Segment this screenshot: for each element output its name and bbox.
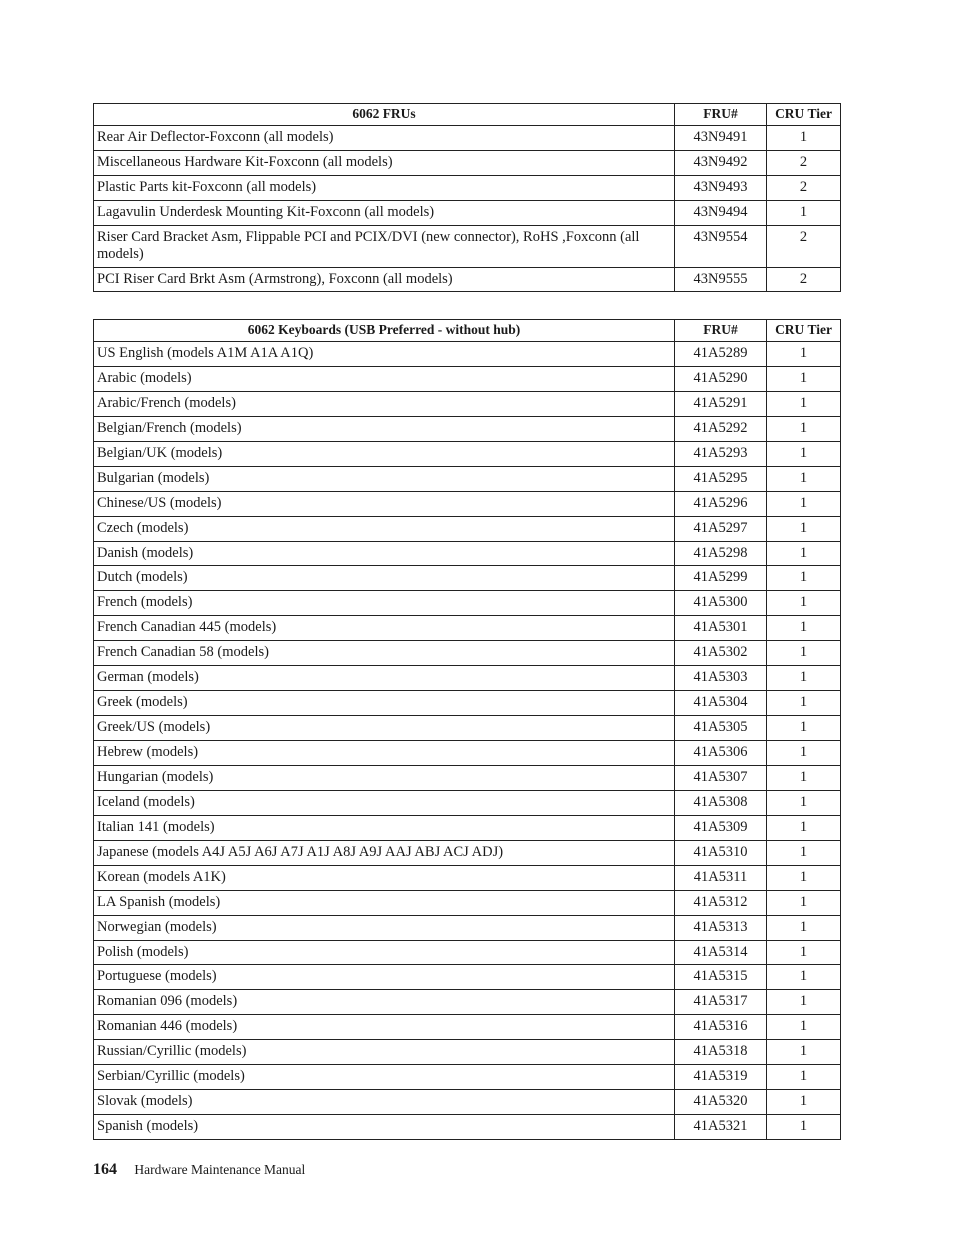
table-row [94, 466, 841, 491]
part-description: Arabic (models) [94, 366, 675, 391]
column-header-description: 6062 Keyboards (USB Preferred - without hub) [94, 320, 675, 342]
fru-number: 41A5321 [675, 1115, 767, 1140]
cru-tier: 2 [767, 175, 841, 200]
part-description: French Canadian 445 (models) [94, 616, 675, 641]
table-row [94, 940, 841, 965]
page-number: 164 [93, 1161, 117, 1178]
fru-number: 41A5318 [675, 1040, 767, 1065]
fru-number: 41A5291 [675, 391, 767, 416]
part-description: LA Spanish (models) [94, 890, 675, 915]
fru-number: 41A5320 [675, 1090, 767, 1115]
column-header-cru-tier: CRU Tier [767, 104, 841, 126]
table-body [94, 342, 841, 1140]
part-description: Arabic/French (models) [94, 391, 675, 416]
cru-tier: 1 [767, 716, 841, 741]
fru-number: 41A5304 [675, 691, 767, 716]
fru-number: 41A5309 [675, 815, 767, 840]
table-row [94, 175, 841, 200]
table-row [94, 416, 841, 441]
cru-tier: 1 [767, 641, 841, 666]
fru-number: 41A5319 [675, 1065, 767, 1090]
table-row [94, 391, 841, 416]
part-description: Rear Air Deflector-Foxconn (all models) [94, 126, 675, 151]
table-header-row [94, 104, 841, 126]
table-row [94, 1115, 841, 1140]
cru-tier: 1 [767, 990, 841, 1015]
table-row [94, 1015, 841, 1040]
fru-number: 41A5300 [675, 591, 767, 616]
fru-number: 43N9492 [675, 150, 767, 175]
fru-number: 41A5295 [675, 466, 767, 491]
fru-number: 41A5303 [675, 666, 767, 691]
fru-number: 41A5308 [675, 790, 767, 815]
part-description: Belgian/UK (models) [94, 441, 675, 466]
fru-number: 43N9494 [675, 200, 767, 225]
fru-number: 41A5307 [675, 765, 767, 790]
part-description: Plastic Parts kit-Foxconn (all models) [94, 175, 675, 200]
fru-number: 41A5312 [675, 890, 767, 915]
part-description: Chinese/US (models) [94, 491, 675, 516]
page-footer [93, 1161, 305, 1179]
keyboard-table [93, 319, 841, 1140]
part-description: Dutch (models) [94, 566, 675, 591]
table-row [94, 691, 841, 716]
cru-tier: 1 [767, 865, 841, 890]
table-row [94, 366, 841, 391]
cru-tier: 1 [767, 790, 841, 815]
table-row [94, 516, 841, 541]
cru-tier: 1 [767, 915, 841, 940]
cru-tier: 1 [767, 441, 841, 466]
table-row [94, 716, 841, 741]
part-description: Romanian 446 (models) [94, 1015, 675, 1040]
cru-tier: 2 [767, 225, 841, 267]
fru-number: 43N9491 [675, 126, 767, 151]
fru-number: 41A5292 [675, 416, 767, 441]
cru-tier: 1 [767, 342, 841, 367]
cru-tier: 1 [767, 1040, 841, 1065]
table-row [94, 666, 841, 691]
table-row [94, 200, 841, 225]
column-header-cru-tier: CRU Tier [767, 320, 841, 342]
cru-tier: 1 [767, 940, 841, 965]
manual-title: Hardware Maintenance Manual [134, 1162, 306, 1177]
fru-number: 43N9493 [675, 175, 767, 200]
part-description: Bulgarian (models) [94, 466, 675, 491]
part-description: Greek (models) [94, 691, 675, 716]
table-row [94, 441, 841, 466]
table-row [94, 491, 841, 516]
fru-number: 41A5305 [675, 716, 767, 741]
cru-tier: 1 [767, 666, 841, 691]
table-row [94, 150, 841, 175]
cru-tier: 1 [767, 741, 841, 766]
table-row [94, 126, 841, 151]
cru-tier: 1 [767, 200, 841, 225]
cru-tier: 1 [767, 1090, 841, 1115]
fru-number: 41A5310 [675, 840, 767, 865]
cru-tier: 1 [767, 566, 841, 591]
fru-number: 41A5313 [675, 915, 767, 940]
table-row [94, 342, 841, 367]
table-row [94, 741, 841, 766]
fru-number: 41A5293 [675, 441, 767, 466]
fru-number: 41A5311 [675, 865, 767, 890]
cru-tier: 2 [767, 150, 841, 175]
table-row [94, 566, 841, 591]
part-description: Slovak (models) [94, 1090, 675, 1115]
table-row [94, 965, 841, 990]
fru-number: 41A5306 [675, 741, 767, 766]
part-description: Portuguese (models) [94, 965, 675, 990]
table-row [94, 641, 841, 666]
part-description: German (models) [94, 666, 675, 691]
part-description: French (models) [94, 591, 675, 616]
part-description: Japanese (models A4J A5J A6J A7J A1J A8J A9J AAJ ABJ ACJ ADJ) [94, 840, 675, 865]
table-row [94, 840, 841, 865]
column-header-fru: FRU# [675, 104, 767, 126]
part-description: Lagavulin Underdesk Mounting Kit-Foxconn (all models) [94, 200, 675, 225]
table-row [94, 765, 841, 790]
cru-tier: 1 [767, 416, 841, 441]
part-description: Korean (models A1K) [94, 865, 675, 890]
cru-tier: 1 [767, 1065, 841, 1090]
fru-number: 41A5298 [675, 541, 767, 566]
cru-tier: 1 [767, 391, 841, 416]
column-header-fru: FRU# [675, 320, 767, 342]
part-description: Spanish (models) [94, 1115, 675, 1140]
table-row [94, 865, 841, 890]
table-row [94, 1040, 841, 1065]
fru-number: 41A5290 [675, 366, 767, 391]
table-row [94, 790, 841, 815]
cru-tier: 1 [767, 126, 841, 151]
cru-tier: 1 [767, 516, 841, 541]
fru-number: 41A5317 [675, 990, 767, 1015]
fru-table [93, 103, 841, 292]
part-description: Miscellaneous Hardware Kit-Foxconn (all models) [94, 150, 675, 175]
part-description: Czech (models) [94, 516, 675, 541]
part-description: Norwegian (models) [94, 915, 675, 940]
cru-tier: 2 [767, 267, 841, 292]
part-description: US English (models A1M A1A A1Q) [94, 342, 675, 367]
table-row [94, 591, 841, 616]
cru-tier: 1 [767, 591, 841, 616]
table-row [94, 267, 841, 292]
cru-tier: 1 [767, 840, 841, 865]
column-header-description: 6062 FRUs [94, 104, 675, 126]
cru-tier: 1 [767, 890, 841, 915]
part-description: Iceland (models) [94, 790, 675, 815]
cru-tier: 1 [767, 1115, 841, 1140]
part-description: Hebrew (models) [94, 741, 675, 766]
cru-tier: 1 [767, 815, 841, 840]
cru-tier: 1 [767, 616, 841, 641]
part-description: Serbian/Cyrillic (models) [94, 1065, 675, 1090]
table-row [94, 915, 841, 940]
cru-tier: 1 [767, 691, 841, 716]
fru-number: 41A5296 [675, 491, 767, 516]
cru-tier: 1 [767, 466, 841, 491]
part-description: Danish (models) [94, 541, 675, 566]
cru-tier: 1 [767, 366, 841, 391]
table-body [94, 126, 841, 292]
fru-number: 41A5299 [675, 566, 767, 591]
fru-number: 41A5302 [675, 641, 767, 666]
fru-number: 41A5297 [675, 516, 767, 541]
part-description: Hungarian (models) [94, 765, 675, 790]
fru-number: 41A5289 [675, 342, 767, 367]
fru-number: 41A5314 [675, 940, 767, 965]
table-row [94, 890, 841, 915]
cru-tier: 1 [767, 765, 841, 790]
table-row [94, 616, 841, 641]
part-description: Romanian 096 (models) [94, 990, 675, 1015]
part-description: Italian 141 (models) [94, 815, 675, 840]
cru-tier: 1 [767, 491, 841, 516]
table-row [94, 1090, 841, 1115]
cru-tier: 1 [767, 1015, 841, 1040]
cru-tier: 1 [767, 541, 841, 566]
part-description: Riser Card Bracket Asm, Flippable PCI and PCIX/DVI (new connector), RoHS ,Foxconn (all models) [94, 225, 675, 267]
fru-number: 41A5315 [675, 965, 767, 990]
table-row [94, 541, 841, 566]
fru-number: 43N9554 [675, 225, 767, 267]
part-description: Belgian/French (models) [94, 416, 675, 441]
table-row [94, 1065, 841, 1090]
part-description: Russian/Cyrillic (models) [94, 1040, 675, 1065]
part-description: French Canadian 58 (models) [94, 641, 675, 666]
table-row [94, 815, 841, 840]
table-row [94, 990, 841, 1015]
part-description: PCI Riser Card Brkt Asm (Armstrong), Foxconn (all models) [94, 267, 675, 292]
table-header-row [94, 320, 841, 342]
part-description: Polish (models) [94, 940, 675, 965]
fru-number: 41A5301 [675, 616, 767, 641]
part-description: Greek/US (models) [94, 716, 675, 741]
fru-number: 43N9555 [675, 267, 767, 292]
table-row [94, 225, 841, 267]
cru-tier: 1 [767, 965, 841, 990]
fru-number: 41A5316 [675, 1015, 767, 1040]
